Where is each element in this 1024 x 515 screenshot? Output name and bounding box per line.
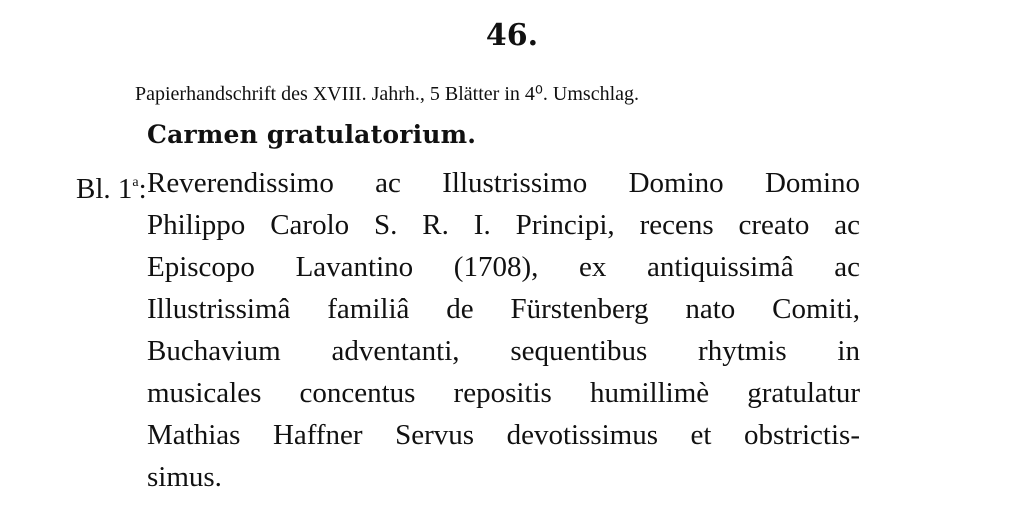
folio-colon: : bbox=[138, 173, 147, 205]
entry-title: Carmen gratulatorium. bbox=[147, 120, 477, 149]
entry-line: Illustrissimâ familiâ de Fürstenberg nato Comiti, bbox=[147, 293, 860, 325]
entry-line: simus. bbox=[147, 461, 222, 493]
entry-line: Philippo Carolo S. R. I. Principi, recens creato ac bbox=[147, 209, 860, 241]
entry-line: Reverendissimo ac Illustrissimo Domino Domino bbox=[147, 167, 860, 199]
entry-line: Mathias Haffner Servus devotissimus et obstrictis- bbox=[147, 419, 860, 451]
page-number: 46. bbox=[485, 18, 539, 53]
folio-reference bbox=[76, 162, 147, 210]
entry-line: Buchavium adventanti, sequentibus rhytmis in bbox=[147, 335, 860, 367]
folio-label: Bl. 1 bbox=[76, 173, 133, 205]
manuscript-description: Papierhandschrift des XVIII. Jahrh., 5 Blätter in 4⁰. Umschlag. bbox=[135, 83, 640, 105]
entry-line: musicales concentus repositis humillimè gratulatur bbox=[147, 377, 860, 409]
entry-line: Episcopo Lavantino (1708), ex antiquissimâ ac bbox=[147, 251, 860, 283]
folio-superscript: a bbox=[132, 175, 139, 190]
